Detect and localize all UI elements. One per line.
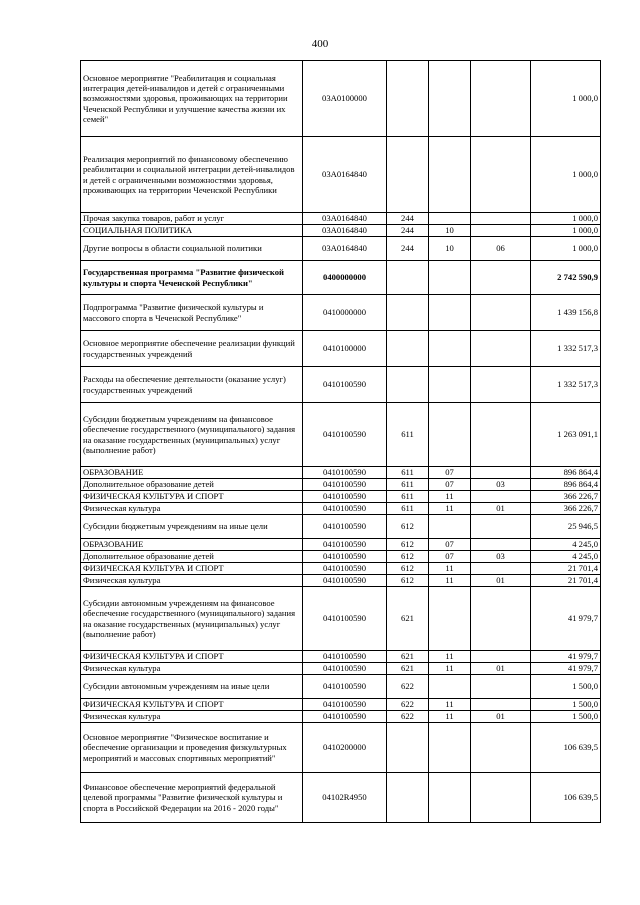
expense-type-cell: 611 <box>387 479 429 491</box>
amount-cell: 41 979,7 <box>531 663 601 675</box>
amount-cell: 1 332 517,3 <box>531 367 601 403</box>
expense-type-cell: 612 <box>387 515 429 539</box>
section-cell: 07 <box>429 551 471 563</box>
amount-cell: 1 000,0 <box>531 213 601 225</box>
target-code-cell: 03А0164840 <box>303 137 387 213</box>
target-code-cell: 0410100590 <box>303 711 387 723</box>
target-code-cell: 03А0164840 <box>303 237 387 261</box>
section-cell: 10 <box>429 237 471 261</box>
target-code-cell: 0410100590 <box>303 551 387 563</box>
expense-type-cell: 622 <box>387 699 429 711</box>
subsection-cell <box>471 723 531 773</box>
table-row <box>81 587 601 651</box>
row-name-cell: Реализация мероприятий по финансовому обеспечению реабилитации и социальной интеграции детей-инвалидов и детей с ограниченными возможностями здоровья, проживающих на территории Чеченской Республики <box>81 137 303 213</box>
target-code-cell: 0410100590 <box>303 539 387 551</box>
expense-type-cell: 622 <box>387 675 429 699</box>
amount-cell: 896 864,4 <box>531 479 601 491</box>
expense-type-cell: 621 <box>387 663 429 675</box>
expense-type-cell: 611 <box>387 467 429 479</box>
table-row <box>81 711 601 723</box>
row-name-cell: Субсидии автономным учреждениям на иные цели <box>81 675 303 699</box>
section-cell: 11 <box>429 491 471 503</box>
subsection-cell: 01 <box>471 503 531 515</box>
amount-cell: 4 245,0 <box>531 539 601 551</box>
target-code-cell: 0410200000 <box>303 723 387 773</box>
table-row <box>81 331 601 367</box>
amount-cell: 21 701,4 <box>531 563 601 575</box>
table-row <box>81 295 601 331</box>
expense-type-cell <box>387 723 429 773</box>
expense-type-cell <box>387 61 429 137</box>
expense-type-cell: 611 <box>387 491 429 503</box>
row-name-cell: Субсидии бюджетным учреждениям на иные цели <box>81 515 303 539</box>
expense-type-cell: 621 <box>387 651 429 663</box>
amount-cell: 1 000,0 <box>531 137 601 213</box>
row-name-cell: Государственная программа "Развитие физической культуры и спорта Чеченской Республики" <box>81 261 303 295</box>
expense-type-cell: 611 <box>387 403 429 467</box>
expense-type-cell: 612 <box>387 563 429 575</box>
section-cell: 11 <box>429 503 471 515</box>
target-code-cell: 0410100590 <box>303 479 387 491</box>
subsection-cell <box>471 213 531 225</box>
budget-table <box>80 60 601 823</box>
section-cell: 07 <box>429 479 471 491</box>
row-name-cell: ФИЗИЧЕСКАЯ КУЛЬТУРА И СПОРТ <box>81 651 303 663</box>
row-name-cell: Финансовое обеспечение мероприятий федеральной целевой программы "Развитие физической культуры и спорта в Российской Федерации на 2016 - 2020 годы" <box>81 773 303 823</box>
section-cell: 11 <box>429 575 471 587</box>
subsection-cell <box>471 491 531 503</box>
table-row <box>81 237 601 261</box>
expense-type-cell <box>387 137 429 213</box>
section-cell <box>429 137 471 213</box>
subsection-cell: 01 <box>471 711 531 723</box>
target-code-cell: 0410100590 <box>303 563 387 575</box>
row-name-cell: Прочая закупка товаров, работ и услуг <box>81 213 303 225</box>
amount-cell: 41 979,7 <box>531 587 601 651</box>
table-row <box>81 403 601 467</box>
amount-cell: 2 742 590,9 <box>531 261 601 295</box>
subsection-cell <box>471 515 531 539</box>
expense-type-cell: 611 <box>387 503 429 515</box>
amount-cell: 1 500,0 <box>531 675 601 699</box>
target-code-cell: 0410100590 <box>303 575 387 587</box>
section-cell <box>429 367 471 403</box>
table-row <box>81 479 601 491</box>
table-row <box>81 773 601 823</box>
amount-cell: 25 946,5 <box>531 515 601 539</box>
row-name-cell: Основное мероприятие обеспечение реализации функций государственных учреждений <box>81 331 303 367</box>
subsection-cell: 03 <box>471 551 531 563</box>
target-code-cell: 0410100590 <box>303 587 387 651</box>
row-name-cell: ОБРАЗОВАНИЕ <box>81 467 303 479</box>
table-row <box>81 467 601 479</box>
section-cell: 10 <box>429 225 471 237</box>
budget-table-body <box>81 61 601 823</box>
section-cell: 11 <box>429 651 471 663</box>
amount-cell: 366 226,7 <box>531 503 601 515</box>
table-row <box>81 503 601 515</box>
expense-type-cell: 612 <box>387 551 429 563</box>
subsection-cell <box>471 587 531 651</box>
amount-cell: 1 263 091,1 <box>531 403 601 467</box>
row-name-cell: Физическая культура <box>81 663 303 675</box>
amount-cell: 106 639,5 <box>531 773 601 823</box>
subsection-cell <box>471 367 531 403</box>
amount-cell: 1 500,0 <box>531 711 601 723</box>
section-cell: 11 <box>429 711 471 723</box>
amount-cell: 1 332 517,3 <box>531 331 601 367</box>
amount-cell: 1 000,0 <box>531 237 601 261</box>
table-row <box>81 563 601 575</box>
row-name-cell: СОЦИАЛЬНАЯ ПОЛИТИКА <box>81 225 303 237</box>
row-name-cell: ФИЗИЧЕСКАЯ КУЛЬТУРА И СПОРТ <box>81 491 303 503</box>
table-row <box>81 137 601 213</box>
table-row <box>81 575 601 587</box>
subsection-cell <box>471 137 531 213</box>
table-row <box>81 663 601 675</box>
table-row <box>81 225 601 237</box>
section-cell: 07 <box>429 539 471 551</box>
section-cell <box>429 773 471 823</box>
target-code-cell: 0410100590 <box>303 663 387 675</box>
subsection-cell <box>471 331 531 367</box>
amount-cell: 1 500,0 <box>531 699 601 711</box>
subsection-cell <box>471 699 531 711</box>
section-cell <box>429 331 471 367</box>
table-row <box>81 699 601 711</box>
amount-cell: 1 439 156,8 <box>531 295 601 331</box>
amount-cell: 41 979,7 <box>531 651 601 663</box>
row-name-cell: Субсидии бюджетным учреждениям на финансовое обеспечение государственного (муниципального) задания на оказание государственных (муниципальных) услуг (выполнение работ) <box>81 403 303 467</box>
target-code-cell: 0410100590 <box>303 515 387 539</box>
target-code-cell: 0410100000 <box>303 331 387 367</box>
row-name-cell: Основное мероприятие "Реабилитация и социальная интеграция детей-инвалидов и детей с ограниченными возможностями здоровья, проживающих на территории Чеченской Республики и улучшение качества жизни их семей" <box>81 61 303 137</box>
target-code-cell: 03А0100000 <box>303 61 387 137</box>
row-name-cell: Дополнительное образование детей <box>81 479 303 491</box>
section-cell <box>429 213 471 225</box>
subsection-cell: 01 <box>471 575 531 587</box>
expense-type-cell <box>387 331 429 367</box>
amount-cell: 366 226,7 <box>531 491 601 503</box>
row-name-cell: Дополнительное образование детей <box>81 551 303 563</box>
subsection-cell <box>471 773 531 823</box>
target-code-cell: 0410100590 <box>303 503 387 515</box>
table-row <box>81 367 601 403</box>
table-row <box>81 61 601 137</box>
table-row <box>81 551 601 563</box>
table-row <box>81 539 601 551</box>
expense-type-cell: 622 <box>387 711 429 723</box>
section-cell <box>429 261 471 295</box>
table-row <box>81 515 601 539</box>
expense-type-cell <box>387 773 429 823</box>
amount-cell: 896 864,4 <box>531 467 601 479</box>
target-code-cell: 04102R4950 <box>303 773 387 823</box>
section-cell <box>429 295 471 331</box>
subsection-cell: 06 <box>471 237 531 261</box>
subsection-cell <box>471 651 531 663</box>
table-row <box>81 213 601 225</box>
subsection-cell <box>471 467 531 479</box>
section-cell: 11 <box>429 563 471 575</box>
row-name-cell: Другие вопросы в области социальной политики <box>81 237 303 261</box>
target-code-cell: 0410100590 <box>303 403 387 467</box>
target-code-cell: 0400000000 <box>303 261 387 295</box>
section-cell: 11 <box>429 699 471 711</box>
subsection-cell <box>471 563 531 575</box>
table-row <box>81 651 601 663</box>
section-cell <box>429 675 471 699</box>
row-name-cell: Подпрограмма "Развитие физической культуры и массового спорта в Чеченской Республике" <box>81 295 303 331</box>
target-code-cell: 0410000000 <box>303 295 387 331</box>
subsection-cell <box>471 295 531 331</box>
expense-type-cell <box>387 261 429 295</box>
row-name-cell: Основное мероприятие "Физическое воспитание и обеспечение организации и проведения физкультурных мероприятий и массовых спортивных мероприятий" <box>81 723 303 773</box>
row-name-cell: ФИЗИЧЕСКАЯ КУЛЬТУРА И СПОРТ <box>81 563 303 575</box>
expense-type-cell: 612 <box>387 575 429 587</box>
section-cell: 07 <box>429 467 471 479</box>
amount-cell: 4 245,0 <box>531 551 601 563</box>
page-number: 400 <box>311 38 329 50</box>
expense-type-cell: 621 <box>387 587 429 651</box>
table-row <box>81 261 601 295</box>
target-code-cell: 0410100590 <box>303 699 387 711</box>
amount-cell: 1 000,0 <box>531 225 601 237</box>
amount-cell: 106 639,5 <box>531 723 601 773</box>
expense-type-cell: 244 <box>387 237 429 261</box>
subsection-cell: 03 <box>471 479 531 491</box>
expense-type-cell: 612 <box>387 539 429 551</box>
row-name-cell: ОБРАЗОВАНИЕ <box>81 539 303 551</box>
expense-type-cell: 244 <box>387 213 429 225</box>
subsection-cell <box>471 261 531 295</box>
row-name-cell: Субсидии автономным учреждениям на финансовое обеспечение государственного (муниципального) задания на оказание государственных (муниципальных) услуг (выполнение работ) <box>81 587 303 651</box>
expense-type-cell <box>387 367 429 403</box>
row-name-cell: Физическая культура <box>81 711 303 723</box>
section-cell <box>429 61 471 137</box>
subsection-cell: 01 <box>471 663 531 675</box>
amount-cell: 21 701,4 <box>531 575 601 587</box>
target-code-cell: 0410100590 <box>303 367 387 403</box>
section-cell <box>429 587 471 651</box>
table-row <box>81 491 601 503</box>
row-name-cell: Физическая культура <box>81 503 303 515</box>
target-code-cell: 03А0164840 <box>303 213 387 225</box>
section-cell <box>429 723 471 773</box>
row-name-cell: ФИЗИЧЕСКАЯ КУЛЬТУРА И СПОРТ <box>81 699 303 711</box>
section-cell <box>429 403 471 467</box>
target-code-cell: 03А0164840 <box>303 225 387 237</box>
subsection-cell <box>471 539 531 551</box>
amount-cell: 1 000,0 <box>531 61 601 137</box>
row-name-cell: Расходы на обеспечение деятельности (оказание услуг) государственных учреждений <box>81 367 303 403</box>
subsection-cell <box>471 675 531 699</box>
target-code-cell: 0410100590 <box>303 651 387 663</box>
expense-type-cell <box>387 295 429 331</box>
table-row <box>81 675 601 699</box>
target-code-cell: 0410100590 <box>303 675 387 699</box>
section-cell: 11 <box>429 663 471 675</box>
target-code-cell: 0410100590 <box>303 491 387 503</box>
subsection-cell <box>471 403 531 467</box>
row-name-cell: Физическая культура <box>81 575 303 587</box>
subsection-cell <box>471 225 531 237</box>
target-code-cell: 0410100590 <box>303 467 387 479</box>
table-row <box>81 723 601 773</box>
section-cell <box>429 515 471 539</box>
expense-type-cell: 244 <box>387 225 429 237</box>
subsection-cell <box>471 61 531 137</box>
